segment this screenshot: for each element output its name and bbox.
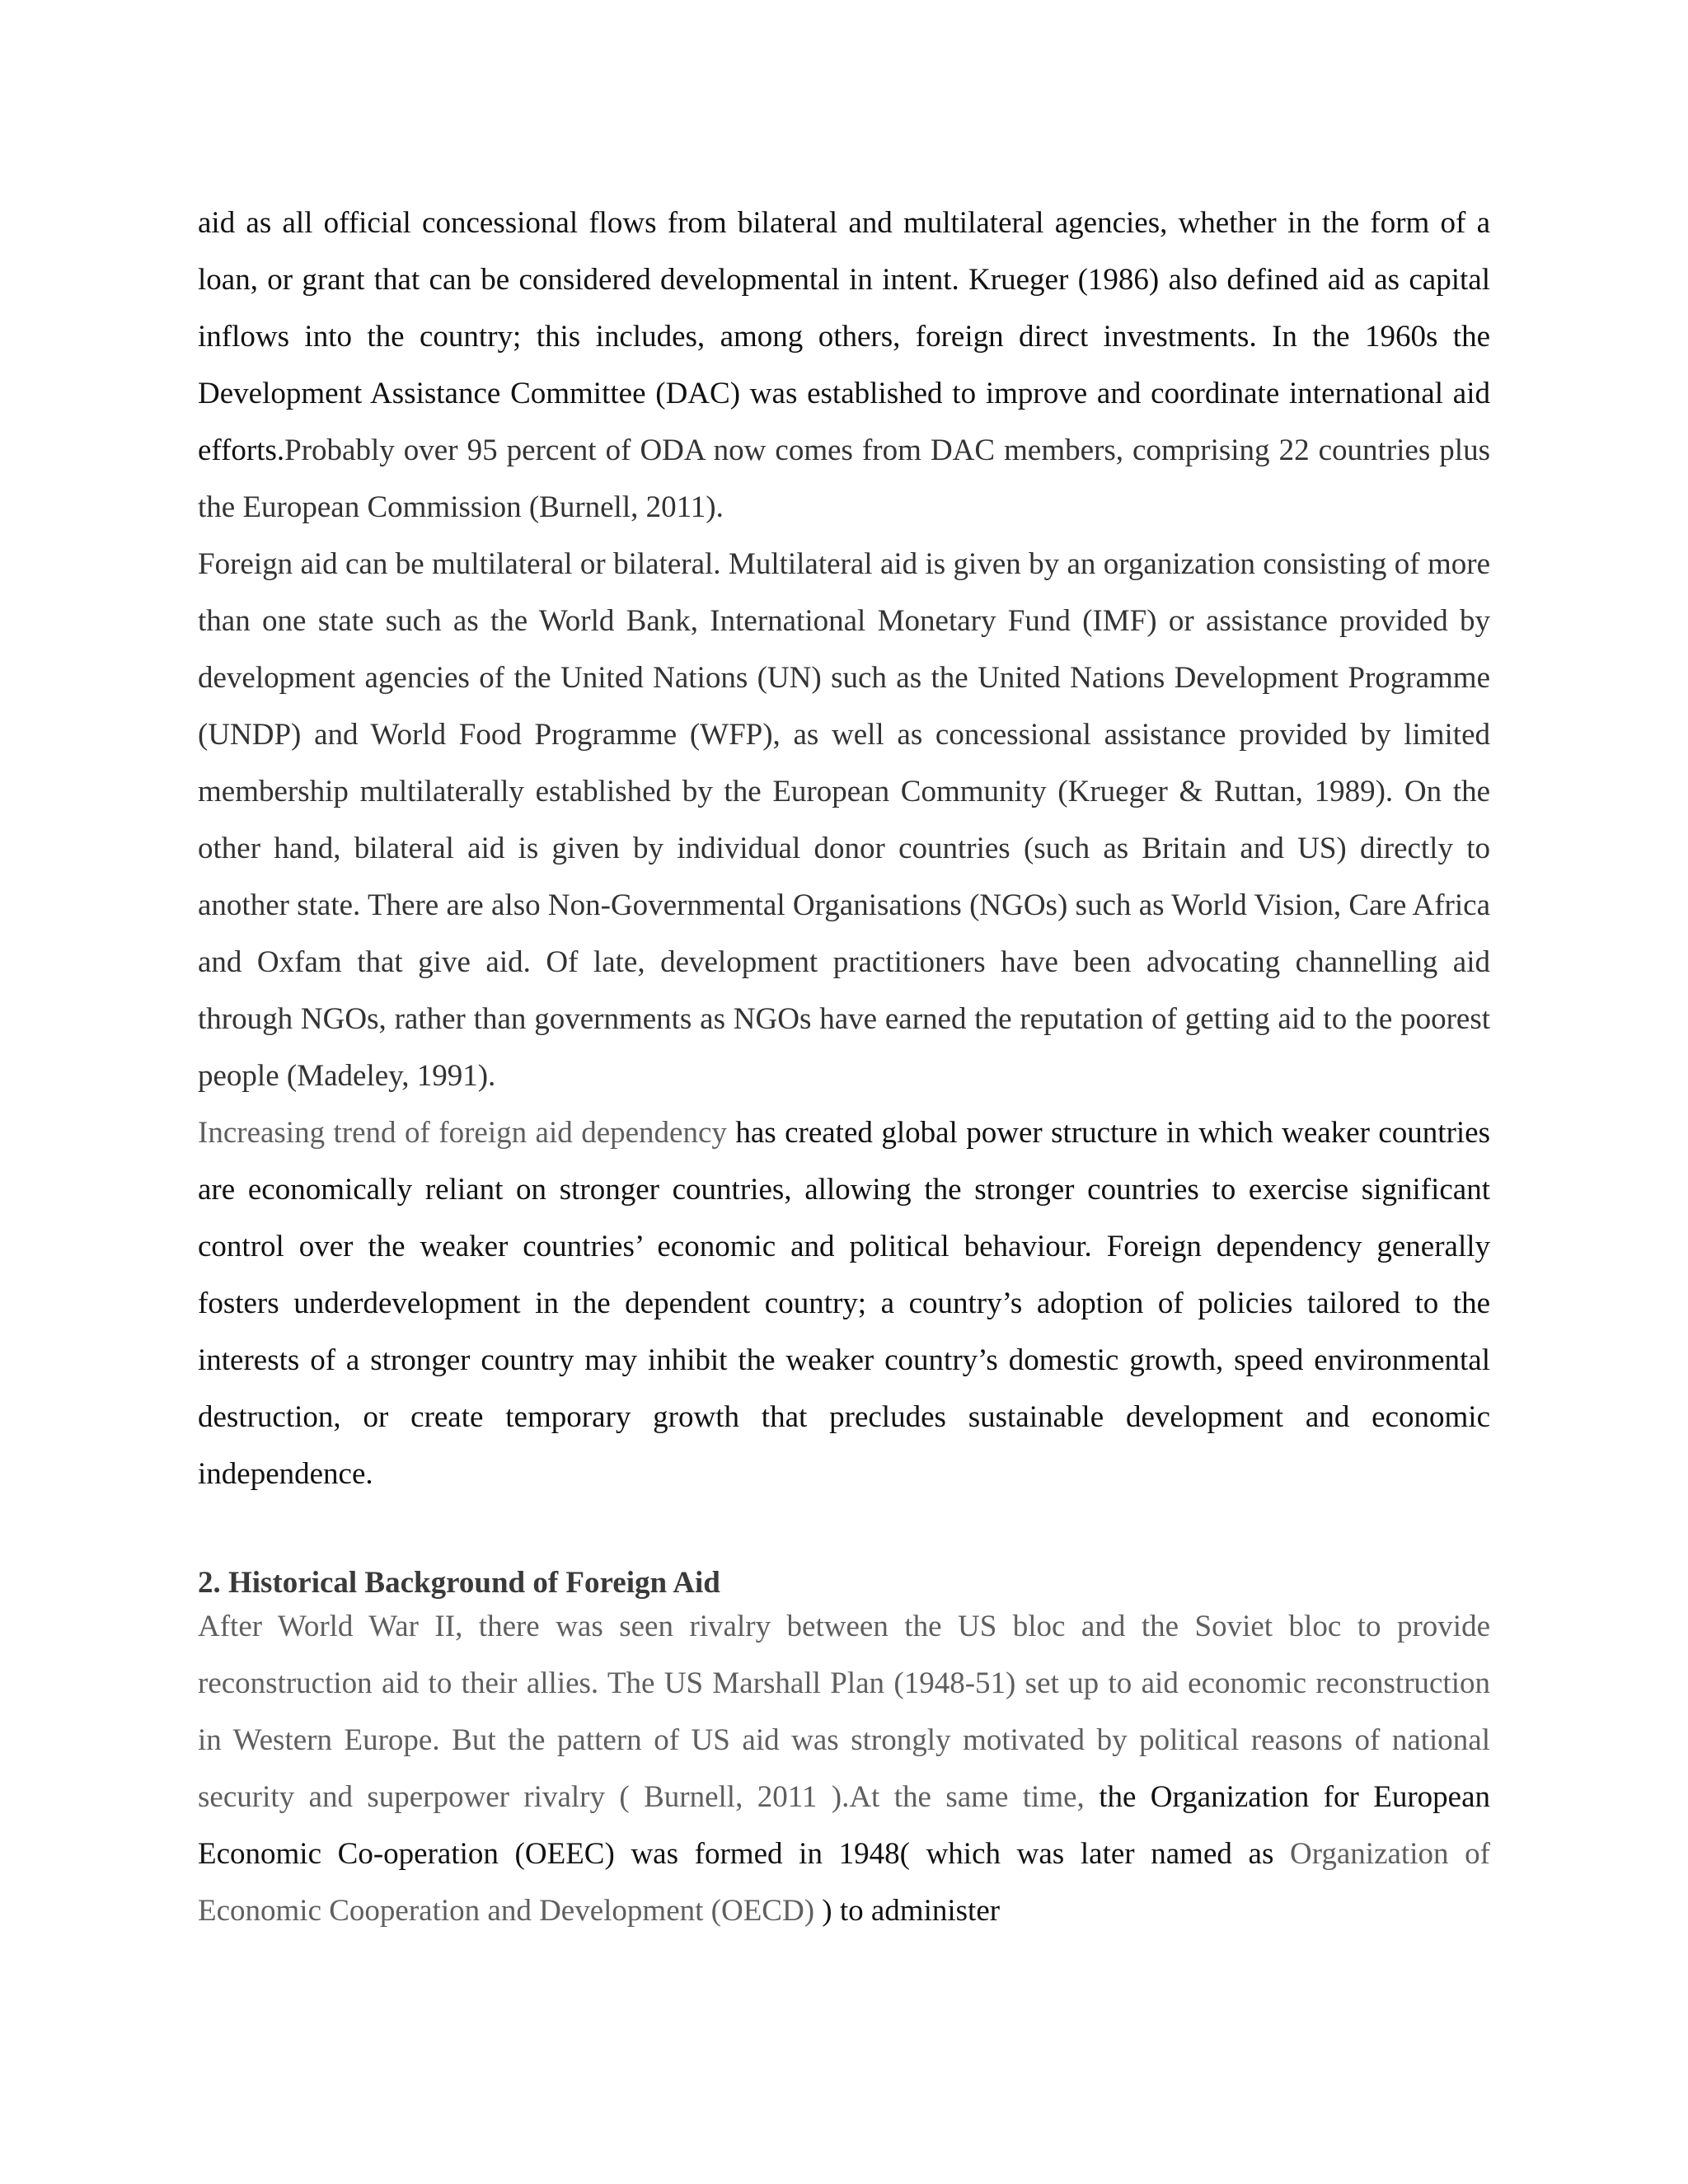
section-spacer (198, 1502, 1490, 1559)
paragraph-multilateral-bilateral (198, 536, 1490, 1104)
paragraph-aid-definition (198, 194, 1490, 536)
paragraph-text: ) to administer (822, 1894, 1001, 1928)
paragraph-text: After World War II, there was seen rivalry between the US bloc and the Soviet bloc to provide reconstruction aid to their allies. The US Marshall Plan (1948-51) set up to aid economic reconstruction in Western Europe. But the pattern of US aid was strongly motivated by political reasons of national security and superpower rivalry ( Burnell, 2011 ).At the same time, (198, 1610, 1490, 1814)
document-page (198, 194, 1490, 1939)
paragraph-text: Foreign aid can be multilateral or bilateral. Multilateral aid is given by an organization consisting of more than one state such as the World Bank, International Monetary Fund (IMF) or assistance provided by development agencies of the United Nations (UN) such as the United Nations Development Programme (UNDP) and World Food Programme (WFP), as well as concessional assistance provided by limited membership multilaterally established by the European Community (Krueger & Ruttan, 1989). On the other hand, bilateral aid is given by individual donor countries (such as Britain and US) directly to another state. There are also Non-Governmental Organisations (NGOs) such as World Vision, Care Africa and Oxfam that give aid. Of late, development practitioners have been advocating channelling aid through NGOs, rather than governments as NGOs have earned the reputation of getting aid to the poorest people (Madeley, 1991). (198, 547, 1490, 1093)
paragraph-text: the Organization for European Economic Co-operation (OEEC) was formed in 1948( which was later named as (198, 1780, 1490, 1871)
paragraph-text: aid as all official concessional flows from bilateral and multilateral agencies, whether in the form of a loan, or grant that can be considered developmental in intent. Krueger (1986) also defined aid as capital inflows into the country; this includes, among others, foreign direct investments. In the 1960s the Development Assistance Committee (DAC) was established to improve and coordinate international aid efforts. (198, 206, 1490, 467)
paragraph-historical-background (198, 1598, 1490, 1939)
paragraph-aid-dependency (198, 1104, 1490, 1502)
section-heading: 2. Historical Background of Foreign Aid (198, 1566, 720, 1600)
paragraph-text: Organization of Economic Cooperation and Development (OECD) (198, 1837, 1490, 1928)
paragraph-text: Probably over 95 percent of ODA now comes from DAC members, comprising 22 countries plus the European Commission (Burnell, 2011). (198, 434, 1490, 524)
paragraph-text: has created global power structure in which weaker countries are economically reliant on stronger countries, allowing the stronger countries to exercise significant control over the weaker countries’ economic and political behaviour. Foreign dependency generally fosters underdevelopment in the dependent country; a country’s adoption of policies tailored to the interests of a stronger country may inhibit the weaker country’s domestic growth, speed environmental destruction, or create temporary growth that precludes sustainable development and economic independence. (198, 1116, 1491, 1491)
paragraph-lead-text: Increasing trend of foreign aid dependency (198, 1116, 727, 1150)
